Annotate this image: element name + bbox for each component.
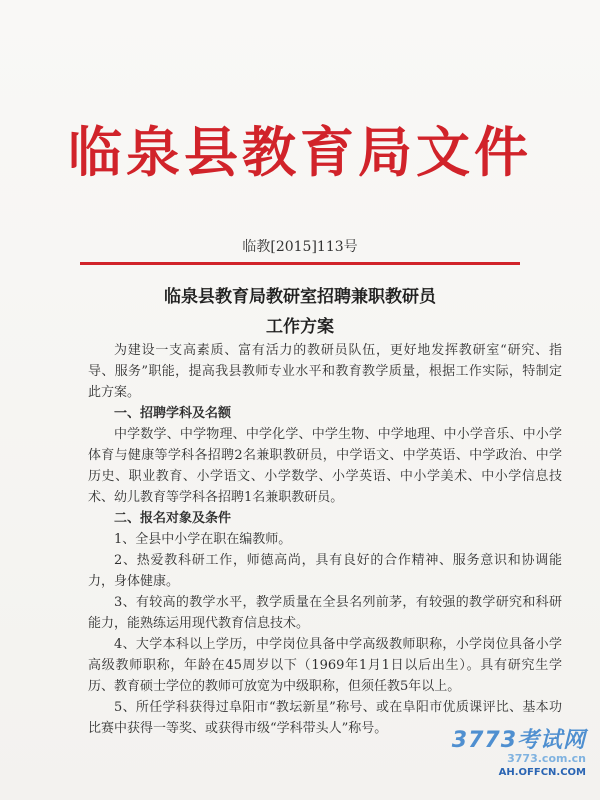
watermark-url: 3773.com.cn <box>507 752 586 765</box>
condition-item-1: 1、全县中小学在职在编教师。 <box>114 532 292 547</box>
subjects-paragraph: 中学数学、中学物理、中学化学、中学生物、中学地理、中小学音乐、中小学体育与健康等学科各招聘2名兼职教研员，中学语文、中学英语、中学政治、中学历史、职业教育、小学语文、小学数学、小学英语、中小学美术、中小学信息技术、幼儿教育等学科各招聘1名兼职教研员。 <box>88 427 562 505</box>
watermark-main-text: 3773考试网 <box>451 728 586 753</box>
section-heading-subjects: 一、招聘学科及名额 <box>114 406 232 421</box>
watermark-secondary-url: AH.OFFCN.COM <box>498 767 586 778</box>
condition-item-2: 2、热爱教科研工作，师德高尚，具有良好的合作精神、服务意识和协调能力，身体健康。 <box>88 553 562 589</box>
condition-item-4: 4、大学本科以上学历，中学岗位具备中学高级教师职称，小学岗位具备小学高级教师职称，年龄在45周岁以下（1969年1月1日以后出生）。具有研究生学历、教育硕士学位的教师可放宽为中级职称，但须任教5年以上。 <box>88 637 562 694</box>
document-subtitle: 工作方案 <box>266 317 334 337</box>
condition-item-3: 3、有较高的教学水平，教学质量在全县名列前茅，有较强的教学研究和科研能力，能熟练运用现代教育信息技术。 <box>88 595 562 631</box>
site-watermark <box>416 723 586 778</box>
condition-item-5: 5、所任学科获得过阜阳市“教坛新星”称号、或在阜阳市优质课评比、基本功比赛中获得一等奖、或获得市级“学科带头人”称号。 <box>88 700 562 736</box>
document-header-title: 临泉县教育局文件 <box>68 121 532 184</box>
section-heading-eligibility: 二、报名对象及条件 <box>114 511 232 526</box>
document-title: 临泉县教育局教研室招聘兼职教研员 <box>164 287 436 307</box>
intro-paragraph: 为建设一支高素质、富有活力的教研员队伍，更好地发挥教研室“研究、指导、服务”职能，提高我县教师专业水平和教育教学质量，根据工作实际，特制定此方案。 <box>88 343 562 400</box>
document-number: 临教[2015]113号 <box>242 239 358 255</box>
red-divider-rule <box>80 262 520 265</box>
document-body <box>88 340 562 739</box>
